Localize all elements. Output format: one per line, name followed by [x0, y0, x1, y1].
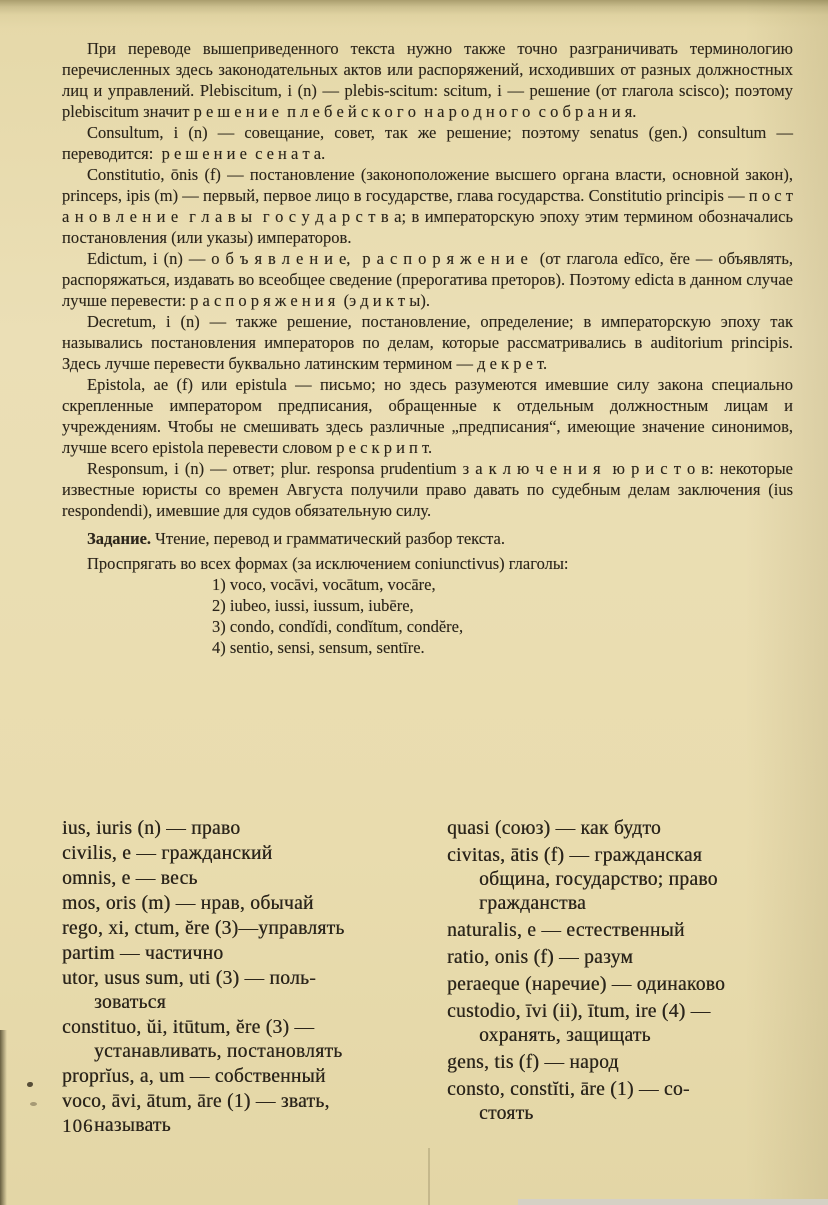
paragraph-consultum: Consultum, i (n) — совещание, совет, так же решение; поэтому senatus (gen.) consultum — переводится: р е ш е н и е с е н а т а. [62, 123, 793, 163]
vocab-line: voco, āvi, ātum, āre (1) — звать, [62, 1091, 330, 1112]
vocab-line: quasi (союз) — как будто [447, 818, 661, 839]
verb-line: 3) condo, condĭdi, condĭtum, condĕre, [212, 617, 464, 636]
vocab-line: consto, constĭti, āre (1) — со- [447, 1079, 690, 1100]
vocab-line: proprĭus, a, um — собственный [62, 1066, 326, 1087]
vocab-line: называть [94, 1115, 171, 1136]
vocab-line: gens, tis (f) — народ [447, 1052, 619, 1073]
vocab-entry [447, 946, 807, 970]
vocab-entry [447, 919, 807, 943]
vocab-entry [447, 1000, 807, 1048]
paragraph-constitutio: Constitutio, ōnis (f) — постановление (законоположение высшего органа власти, основной закон), princeps, ipis (m) — первый, первое лицо в государстве, глава государства. Constitutio principis — п о с т а н о в л е н и е г л а в ы г о с у д а р с т в а; в императорскую эпоху этим термином обозначались постановления (или указы) императоров. [62, 165, 793, 247]
vocab-line: civilis, e — гражданский [62, 843, 273, 864]
vocab-line: ius, iuris (n) — право [62, 818, 241, 839]
vocabulary-right-column [447, 817, 807, 1129]
vocab-line: устанавливать, постановлять [94, 1041, 343, 1062]
paragraph-decretum: Decretum, i (n) — также решение, постановление, определение; в императорскую эпоху так назывались постановления императоров по делам, которые рассматривались в auditorium principis. Здесь лучше перевести буквально латинским термином — д е к р е т. [62, 312, 793, 373]
vocab-line: зоваться [94, 992, 166, 1013]
main-text-block [62, 38, 793, 658]
vocab-line: partim — частично [62, 943, 224, 964]
vocab-line: utor, usus sum, uti (3) — поль- [62, 968, 316, 989]
page-number: 106 [62, 1116, 94, 1137]
verb-list [62, 574, 793, 658]
paragraph-responsum: Responsum, i (n) — ответ; plur. responsa prudentium з а к л ю ч е н и я ю р и с т о в: некоторые известные юристы со времен Августа получили право давать по судебным делам заключения (ius respondendi), имевшие для судов обязательную силу. [62, 459, 793, 520]
vocab-entry [62, 1016, 450, 1064]
vocab-entry [62, 1090, 450, 1138]
paragraph-plebiscitum: При переводе вышеприведенного текста нужно также точно разграничивать терминологию перечисленных здесь законодательных актов или распоряжений, исходивших от разных должностных лиц и управлений. Plebiscitum, i (n) — plebis-scitum: scitum, i — решение (от глагола scisco); поэтому plebiscitum значит р е ш е н и е п л е б е й с к о г о н а р о д н о г о с о б р а н и я. [62, 39, 793, 121]
ink-speck [27, 1082, 33, 1087]
vocab-entry [62, 942, 450, 966]
vocab-entry [447, 844, 807, 916]
vocab-entry [447, 1051, 807, 1075]
vocabulary-left-column [62, 817, 450, 1139]
ink-speck [30, 1102, 37, 1106]
vocab-line: ratio, onis (f) — разум [447, 947, 634, 968]
conjugation-intro: Проспрягать во всех формах (за исключением coniunctivus) глаголы: [87, 554, 569, 573]
vocab-entry [62, 817, 450, 841]
scan-crease-line [428, 1148, 430, 1205]
vocab-line: гражданства [479, 893, 586, 914]
scan-bottom-strip [518, 1199, 828, 1205]
vocab-entry [447, 973, 807, 997]
vocab-line: civitas, ātis (f) — гражданская [447, 845, 702, 866]
vocab-line: peraeque (наречие) — одинаково [447, 974, 726, 995]
vocab-entry [62, 967, 450, 1015]
verb-line: 1) voco, vocāvi, vocātum, vocāre, [212, 575, 436, 594]
vocab-line: custodio, īvi (ii), ītum, ire (4) — [447, 1001, 711, 1022]
vocab-line: охранять, защищать [479, 1025, 651, 1046]
vocab-line: omnis, e — весь [62, 868, 198, 889]
vocab-line: стоять [479, 1103, 534, 1124]
verb-line: 4) sentio, sensi, sensum, sentīre. [212, 638, 425, 657]
vocab-line: rego, xi, ctum, ĕre (3)—управлять [62, 918, 345, 939]
assignment-line [62, 528, 793, 549]
vocab-line: naturalis, e — естественный [447, 920, 685, 941]
vocab-line: mos, oris (m) — нрав, обычай [62, 893, 314, 914]
vocab-entry [62, 1065, 450, 1089]
vocab-entry [447, 1078, 807, 1126]
verb-line: 2) iubeo, iussi, iussum, iubēre, [212, 596, 414, 615]
vocab-entry [62, 892, 450, 916]
vocab-entry [447, 817, 807, 841]
paragraph-edictum: Edictum, i (n) — о б ъ я в л е н и е, р а с п о р я ж е н и е (от глагола edīco, ĕre — объявлять, распоряжаться, издавать во всеобщее сведение (прерогатива преторов). Поэтому edicta в данном случае лучше перевести: р а с п о р я ж е н и я (э д и к т ы). [62, 249, 793, 310]
vocab-line: constituo, ŭi, itūtum, ĕre (3) — [62, 1017, 315, 1038]
assignment-label: Задание. [87, 529, 152, 548]
vocab-entry [62, 917, 450, 941]
paragraph-epistola: Epistola, ae (f) или epistula — письмо; но здесь разумеются имевшие силу закона специально скрепленные императором предписания, обращенные к отдельным должностным лицам и учреждениям. Чтобы не смешивать здесь различные „предписания“, имеющие значение синонимов, лучше всего epistola перевести словом р е с к р и п т. [62, 375, 793, 457]
vocab-entry [62, 842, 450, 866]
vocab-entry [62, 867, 450, 891]
assignment-text: Чтение, перевод и грамматический разбор текста. [151, 529, 505, 548]
scan-left-edge-shadow [0, 1030, 7, 1205]
vocab-line: община, государство; право [479, 869, 718, 890]
